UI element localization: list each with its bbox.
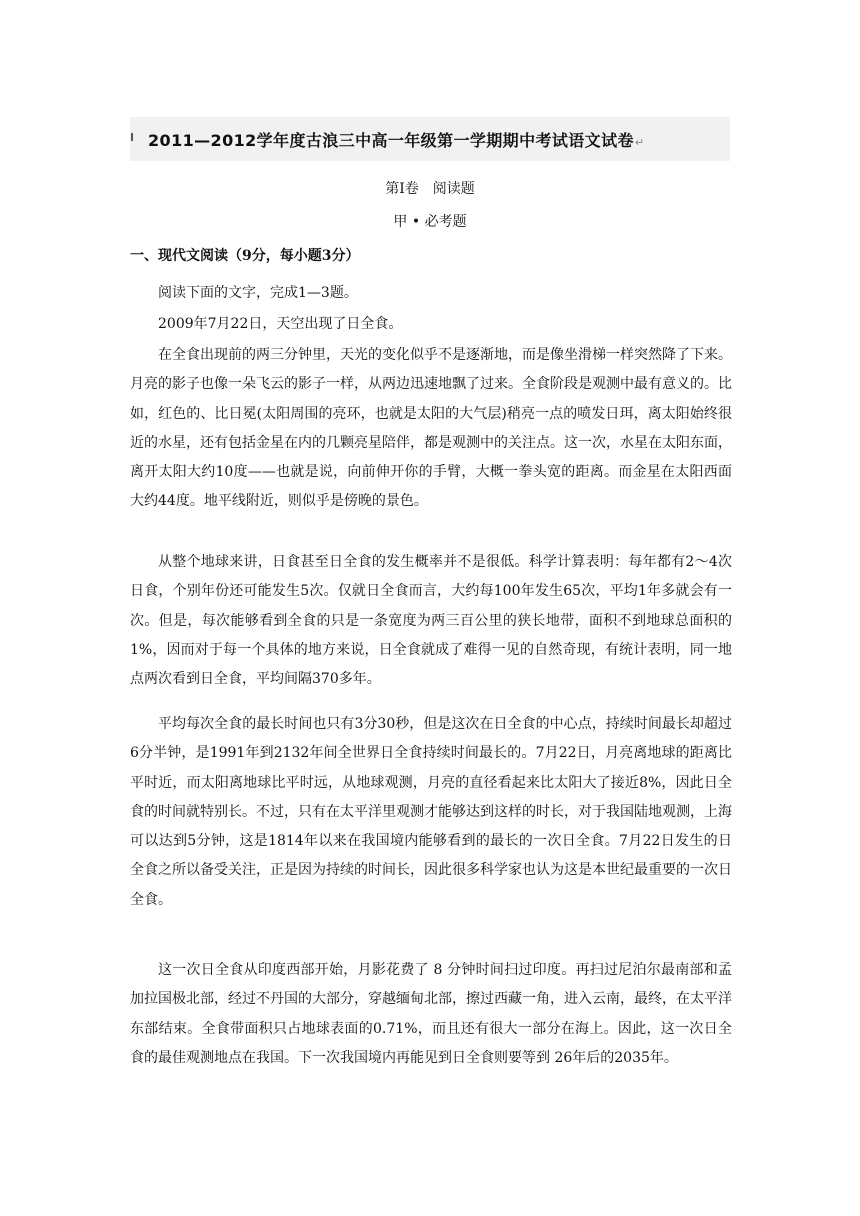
paragraph-body: 这一次日全食从印度西部开始，月影花费了 8 分钟时间扫过印度。再扫过尼泊尔最南部和孟加拉国极北部，经过不丹国的大部分，穿越缅甸北部，擦过西藏一角，进入云南，最终，在太平洋东部结束。全食带面积只占地球表面的0.71%，而且还有很大一部分在海上。因此，这一次日全食的最佳观测地点在我国。下一次我国境内再能见到日全食则要等到 26年后的2035年。 (130, 962, 732, 1066)
paragraph-return-icon: ↵ (634, 136, 645, 149)
title-cursor-mark (131, 133, 133, 141)
subpart-heading: 甲 • 必考题 (393, 214, 467, 230)
exam-title-text: 2011—2012学年度古浪三中高一年级第一学期期中考试语文试卷 (148, 131, 634, 150)
part-heading: 第Ⅰ卷 阅读题 (385, 181, 475, 197)
paragraph-body: 在全食出现前的两三分钟里，天光的变化似乎不是逐渐地，而是像坐滑梯一样突然降了下来。月亮的影子也像一朵飞云的影子一样，从两边迅速地飘了过来。全食阶段是观测中最有意义的。比如，红色的、比日冕(太阳周围的亮环，也就是太阳的大气层)稍亮一点的喷发日珥，离太阳始终很近的水星，还有包括金星在内的几颗亮星陪伴，都是观测中的关注点。这一次，水星在太阳东面，离开太阳大约10度——也就是说，向前伸开你的手臂，大概一拳头宽的距离。而金星在太阳西面大约44度。地平线附近，则似乎是傍晚的景色。 (130, 347, 732, 510)
paragraph-body: 平均每次全食的最长时间也只有3分30秒，但是这次在日全食的中心点，持续时间最长却超过6分半钟，是1991年到2132年间全世界日全食持续时间最长的。7月22日，月亮离地球的距离比平时近，而太阳离地球比平时远，从地球观测，月亮的直径看起来比太阳大了接近8%，因此日全食的时间就特别长。不过，只有在太平洋里观测才能够达到这样的时长，对于我国陆地观测，上海可以达到5分钟，这是1814年以来在我国境内能够看到的最长的一次日全食。7月22日发生的日全食之所以备受关注，正是因为持续的时间长，因此很多科学家也认为这是本世纪最重要的一次日全食。 (130, 716, 732, 908)
section-heading: 一、现代文阅读（9分，每小题3分） (130, 248, 360, 264)
paragraph-instruction: 阅读下面的文字，完成1—3题。 (158, 285, 358, 301)
paragraph-body: 从整个地球来讲，日食甚至日全食的发生概率并不是很低。科学计算表明：每年都有2～4次日食，个别年份还可能发生5次。仅就日全食而言，大约每100年发生65次，平均1年多就会有一次。但是，每次能够看到全食的只是一条宽度为两三百公里的狭长地带，面积不到地球总面积的1%，因而对于每一个具体的地方来说，日全食就成了难得一见的自然奇现，有统计表明，同一地点两次看到日全食，平均间隔370多年。 (130, 554, 732, 688)
paragraph-date: 2009年7月22日，天空出现了日全食。 (158, 316, 403, 332)
exam-title (148, 128, 645, 156)
